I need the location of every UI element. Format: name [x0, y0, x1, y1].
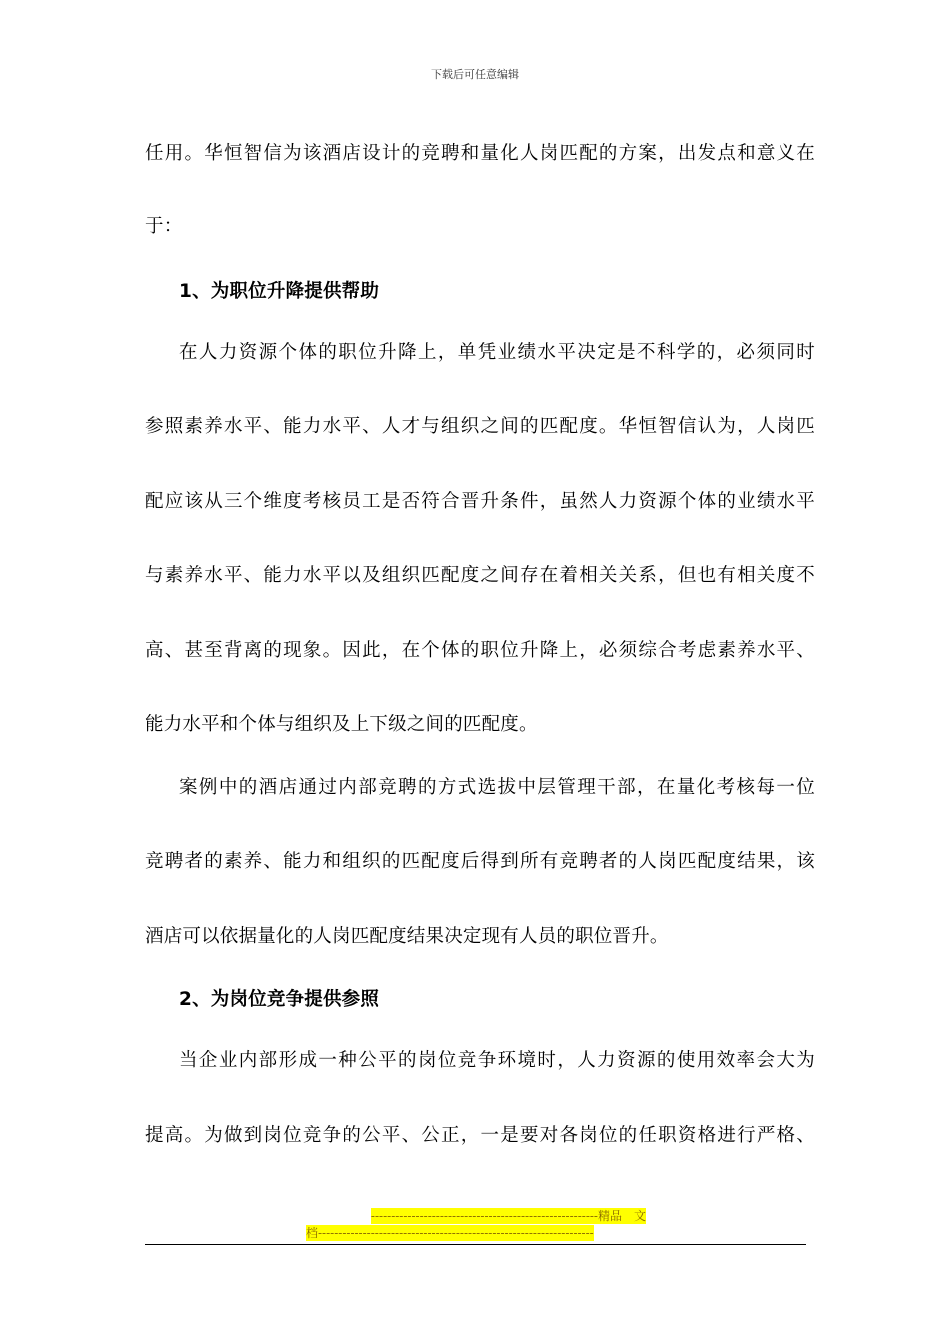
body-line: 当企业内部形成一种公平的岗位竞争环境时，人力资源的使用效率会大为	[179, 1050, 815, 1071]
page-header-note: 下载后可任意编辑	[431, 68, 519, 81]
body-line: 于：	[145, 216, 183, 237]
body-line: 与素养水平、能力水平以及组织匹配度之间存在着相关关系，但也有相关度不	[145, 565, 815, 586]
section-heading-2: 2、为岗位竞争提供参照	[179, 989, 380, 1010]
body-line: 案例中的酒店通过内部竞聘的方式选拔中层管理干部，在量化考核每一位	[179, 777, 815, 798]
section-heading-1: 1、为职位升降提供帮助	[179, 281, 380, 302]
body-line: 在人力资源个体的职位升降上，单凭业绩水平决定是不科学的，必须同时	[179, 342, 815, 363]
body-line: 参照素养水平、能力水平、人才与组织之间的匹配度。华恒智信认为，人岗匹	[145, 416, 815, 437]
footer-divider	[145, 1244, 806, 1245]
footer-line-2: 档--------------------------------------------------------------------	[306, 1226, 594, 1240]
footer-line-1: --------------------------------------------------------精品 文	[370, 1209, 646, 1223]
body-line: 高、甚至背离的现象。因此，在个体的职位升降上，必须综合考虑素养水平、	[145, 640, 815, 661]
body-line: 能力水平和个体与组织及上下级之间的匹配度。	[145, 714, 538, 735]
body-line: 酒店可以依据量化的人岗匹配度结果决定现有人员的职位晋升。	[145, 926, 669, 947]
body-line: 提高。为做到岗位竞争的公平、公正，一是要对各岗位的任职资格进行严格、	[145, 1125, 815, 1146]
body-line: 任用。华恒智信为该酒店设计的竞聘和量化人岗匹配的方案，出发点和意义在	[145, 143, 815, 164]
body-line: 配应该从三个维度考核员工是否符合晋升条件，虽然人力资源个体的业绩水平	[145, 491, 815, 512]
body-line: 竞聘者的素养、能力和组织的匹配度后得到所有竞聘者的人岗匹配度结果，该	[145, 851, 815, 872]
